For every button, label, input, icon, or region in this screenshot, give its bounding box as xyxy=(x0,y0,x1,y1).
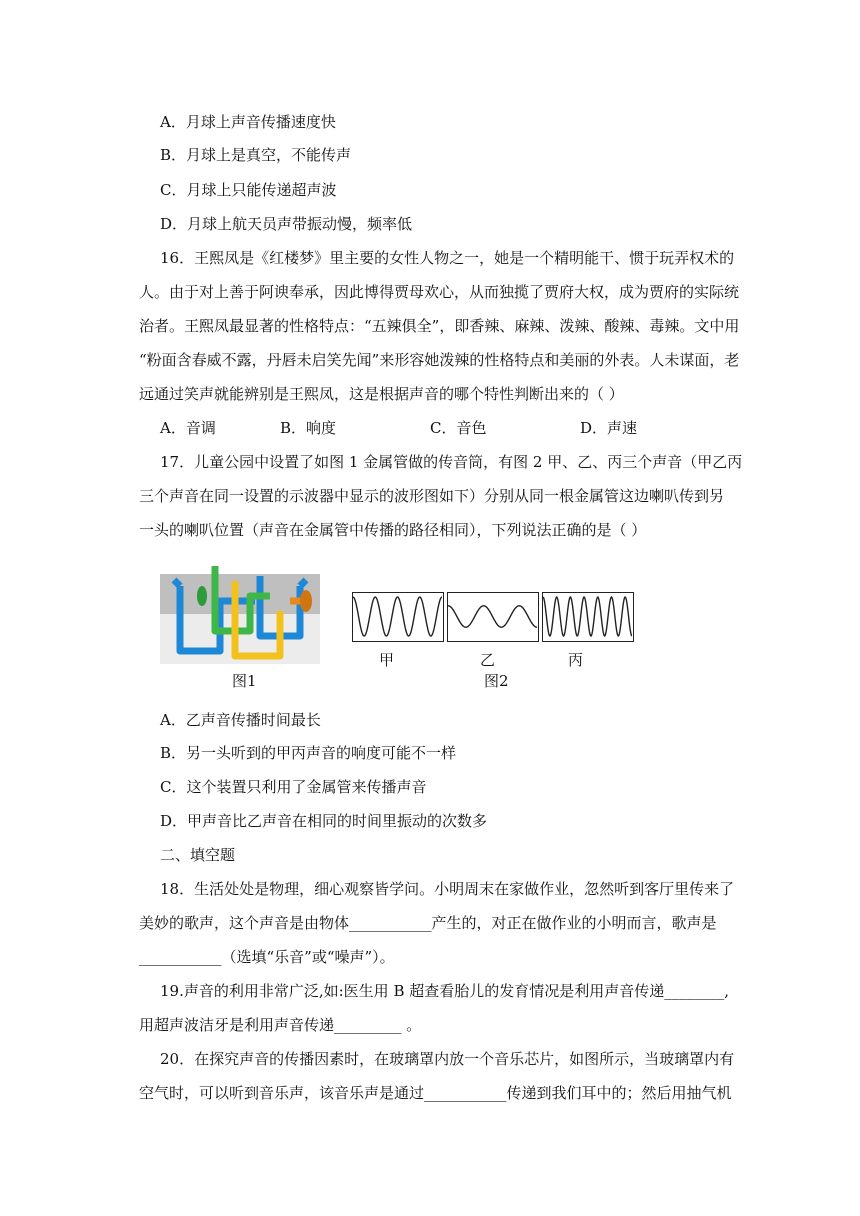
waveform-label-yi: 乙 xyxy=(480,651,496,669)
figure2-caption: 图2 xyxy=(484,672,509,690)
q17-line-2: 三个声音在同一设置的示波器中显示的波形图如下）分别从同一根金属管这边喇叭传到另 xyxy=(139,487,725,505)
q15-option-c: C．月球上只能传递超声波 xyxy=(160,181,337,199)
q16-line-5: 远通过笑声就能辨别是王熙凤，这是根据声音的哪个特性判断出来的（ ） xyxy=(139,385,624,403)
q19-line-2: 用超声波洁牙是利用声音传递_________ 。 xyxy=(139,1016,422,1034)
q16-option-d: D．声速 xyxy=(580,419,638,437)
q16-line-3: 治者。王熙凤最显著的性格特点：“五辣俱全”，即香辣、麻辣、泼辣、酸辣、毒辣。文中用 xyxy=(139,317,740,335)
q17-option-c: C．这个装置只利用了金属管来传播声音 xyxy=(160,778,427,796)
q16-line-1: 16．王熙凤是《红楼梦》里主要的女性人物之一，她是一个精明能干、惯于玩弄权术的 xyxy=(160,249,735,267)
q15-option-a: A．月球上声音传播速度快 xyxy=(160,113,336,131)
q18-line-3: ___________（选填“乐音”或“噪声”）。 xyxy=(139,948,395,966)
q16-option-a: A．音调 xyxy=(160,419,216,437)
waveform-yi xyxy=(448,593,537,640)
figure1-caption: 图1 xyxy=(232,672,257,690)
section-fill-in-title: 二、填空题 xyxy=(160,846,236,864)
waveform-bing xyxy=(543,593,632,640)
q17-option-a: A．乙声音传播时间最长 xyxy=(160,711,321,729)
q20-line-2: 空气时，可以听到音乐声，该音乐声是通过___________传递到我们耳中的；然后用抽气机 xyxy=(139,1084,732,1102)
q17-line-1: 17．儿童公园中设置了如图 1 金属管做的传音筒，有图 2 甲、乙、丙三个声音（甲乙丙 xyxy=(160,453,743,471)
waveform-bing-box xyxy=(542,592,634,642)
q17-figure xyxy=(160,556,640,692)
waveform-yi-box xyxy=(447,592,539,642)
q18-line-1: 18．生活处处是物理，细心观察皆学问。小明周末在家做作业，忽然听到客厅里传来了 xyxy=(160,880,735,898)
q20-line-1: 20．在探究声音的传播因素时，在玻璃罩内放一个音乐芯片，如图所示，当玻璃罩内有 xyxy=(160,1050,735,1068)
q16-line-2: 人。由于对上善于阿谀奉承，因此博得贾母欢心，从而独揽了贾府大权，成为贾府的实际统 xyxy=(139,283,740,301)
q15-option-d: D．月球上航天员声带振动慢，频率低 xyxy=(160,215,413,233)
waveform-label-bing: 丙 xyxy=(568,651,584,669)
figure1-pipe-illustration xyxy=(160,556,320,666)
q16-option-b: B．响度 xyxy=(280,419,337,437)
q18-line-2: 美妙的歌声，这个声音是由物体___________产生的，对正在做作业的小明而言，歌声是 xyxy=(139,914,717,932)
q16-line-4: “粉面含春威不露，丹唇未启笑先闻”来形容她泼辣的性格特点和美丽的外表。人未谋面，老 xyxy=(139,351,740,369)
q16-option-c: C．音色 xyxy=(430,419,487,437)
waveform-trace xyxy=(448,606,537,627)
q19-line-1: 19.声音的利用非常广泛,如:医生用 B 超查看胎儿的发育情况是利用声音传递________, xyxy=(160,982,730,1000)
waveform-jia-box xyxy=(352,592,444,642)
waveform-trace xyxy=(543,597,632,636)
waveform-jia xyxy=(353,593,442,640)
q17-option-d: D．甲声音比乙声音在相同的时间里振动的次数多 xyxy=(160,812,488,830)
q15-option-b: B．月球上是真空，不能传声 xyxy=(160,146,352,164)
waveform-trace xyxy=(353,597,442,636)
q17-option-b: B．另一头听到的甲丙声音的响度可能不一样 xyxy=(160,744,457,762)
q17-line-3: 一头的喇叭位置（声音在金属管中传播的路径相同），下列说法正确的是（ ） xyxy=(139,521,647,539)
waveform-label-jia: 甲 xyxy=(379,651,395,669)
